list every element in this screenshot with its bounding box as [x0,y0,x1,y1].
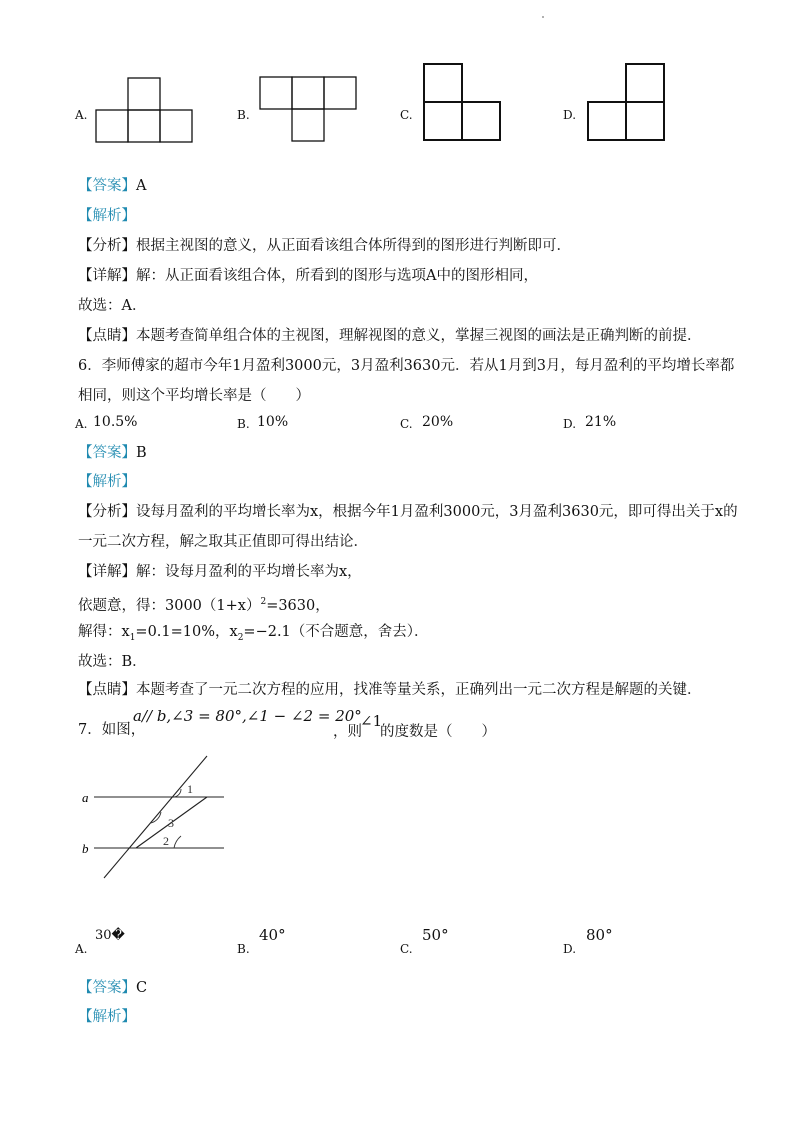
equation-part-1: 依题意，得：3000（1+x） [78,597,261,614]
q7-stem-suffix: 的度数是（ ） [380,724,496,740]
q6-option-a-label: A. [75,417,88,431]
q7-option-a-value: 30� [95,928,125,943]
q7-option-d-label: D. [563,942,577,956]
answer-tag: 【答案】 [78,178,136,194]
q5-option-c-label: C. [400,108,413,122]
q6-xiangjie-line [78,562,362,582]
q5-option-a-figure [95,76,195,144]
xiangjie-text: 解：设每月盈利的平均增长率为x， [136,564,362,580]
solution-part: 解得：x [78,624,130,640]
q6-stem-line-1: 6．李师傅家的超市今年1月盈利3000元，3月盈利3630元．若从1月到3月，每月盈利的平均增长率都 [78,358,735,374]
fenxi-text: 根据主视图的意义，从正面看该组合体所得到的图形进行判断即可． [136,238,571,254]
fenxi-tag: 【分析】 [78,238,136,254]
dianjing-text: 本题考查了一元二次方程的应用，找准等量关系，正确列出一元二次方程是解题的关键． [136,682,702,698]
solution-subscript: 2 [237,632,244,643]
q5-fenxi-line [78,236,571,256]
analysis-tag: 【解析】 [78,474,136,490]
analysis-tag: 【解析】 [78,208,136,224]
q6-option-d-label: D. [563,417,577,431]
label-a: a [82,790,89,805]
q7-geometry-figure [76,752,236,884]
q6-fenxi-line [78,502,738,522]
q6-option-c-label: C. [400,417,413,431]
q5-option-a-label: A. [75,108,88,122]
q7-option-b-value: 40° [259,926,286,944]
q5-answer-line [78,176,146,196]
q5-choose-line: 故选：A． [78,298,147,314]
q7-option-d-value: 80° [586,926,613,944]
dianjing-text: 本题考查简单组合体的主视图，理解视图的意义，掌握三视图的画法是正确判断的前提． [136,328,702,344]
fenxi-tag: 【分析】 [78,504,136,520]
q6-stem-line-2: 相同，则这个平均增长率是（ ） [78,388,310,404]
q7-option-c-label: C. [400,942,413,956]
xiangjie-tag: 【详解】 [78,564,136,580]
q6-option-b-value: 10% [257,414,289,430]
xiangjie-text: 解：从正面看该组合体，所看到的图形与选项A中的图形相同， [136,268,538,284]
q5-option-b-label: B. [237,108,250,122]
q7-answer-line [78,978,147,998]
q7-analysis-heading [78,1007,136,1027]
q6-option-d-value: 21% [585,414,617,430]
label-angle-3: 3 [168,816,174,830]
q6-equation-line [78,592,330,616]
dianjing-tag: 【点睛】 [78,682,136,698]
solution-subscript: 1 [129,632,136,643]
q6-fenxi-line-2: 一元二次方程，解之取其正值即可得出结论． [78,534,368,550]
equation-part-2: =3630， [266,597,330,614]
q5-option-d-figure [586,62,668,144]
label-angle-2: 2 [163,834,169,848]
q5-xiangjie-line [78,266,538,286]
q7-option-c-value: 50° [422,926,449,944]
q6-dianjing-line [78,680,702,700]
q6-answer-line [78,443,147,463]
scan-dot [542,16,544,18]
q6-option-a-value: 10.5% [93,414,138,430]
q5-analysis-heading [78,206,136,226]
label-b: b [82,841,89,856]
q6-option-c-value: 20% [422,414,454,430]
angle-2-arc [174,836,181,848]
q7-stem-formula: a// b,∠3 = 80°,∠1 − ∠2 = 20° [133,707,362,725]
q7-option-b-label: B. [237,942,250,956]
q5-dianjing-line [78,326,702,346]
q6-solution-line [78,622,429,648]
answer-tag: 【答案】 [78,980,136,996]
analysis-tag: 【解析】 [78,1009,136,1025]
fenxi-text: 设每月盈利的平均增长率为x，根据今年1月盈利3000元，3月盈利3630元，即可得出关于x的 [136,504,738,520]
q6-analysis-heading [78,472,136,492]
q6-choose-line: 故选：B． [78,654,147,670]
solution-part: =0.1=10%，x [135,624,238,640]
q5-option-d-label: D. [563,108,577,122]
q6-option-b-label: B. [237,417,250,431]
solution-part: =−2.1（不合题意，舍去）． [243,624,429,640]
transversal-line [104,756,207,878]
q5-option-c-figure [422,62,504,144]
label-angle-1: 1 [187,782,193,796]
equation-exponent: 2 [260,597,267,607]
answer-value: A [136,178,147,194]
q7-option-a-label: A. [75,942,88,956]
q7-stem-mid: ，则 [333,724,362,740]
q5-option-b-figure [259,76,359,144]
answer-value: B [136,445,147,461]
q7-stem-prefix: 7．如图， [78,722,146,738]
q7-stem-angle: ∠1 [360,712,383,730]
xiangjie-tag: 【详解】 [78,268,136,284]
answer-tag: 【答案】 [78,445,136,461]
dianjing-tag: 【点睛】 [78,328,136,344]
answer-value: C [136,980,148,996]
